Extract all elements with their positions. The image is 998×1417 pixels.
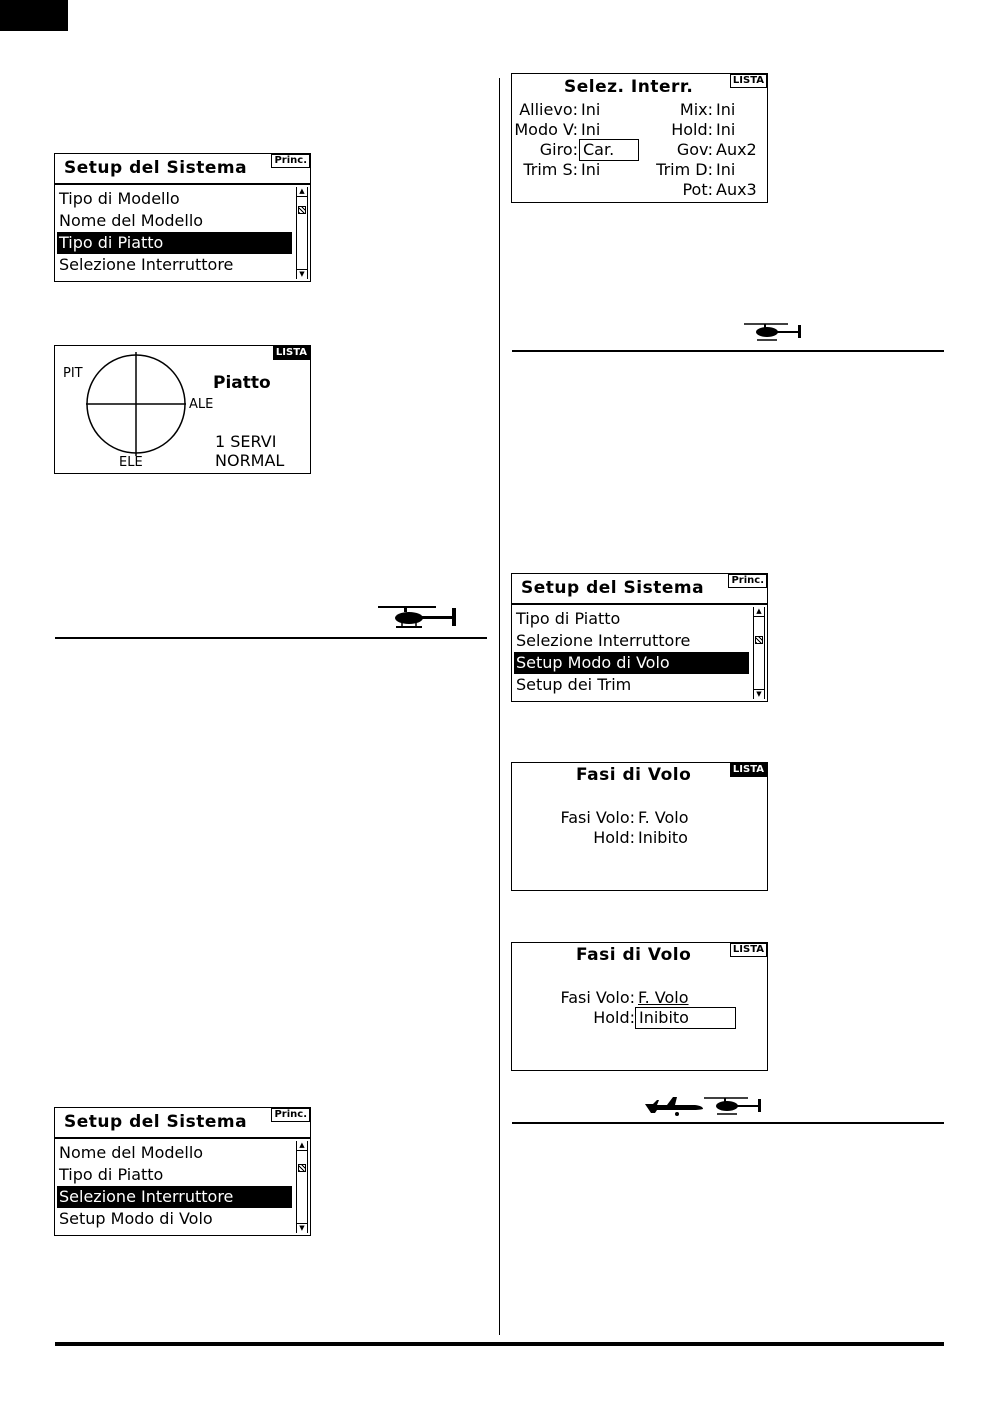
- switch-value-allievo[interactable]: Ini: [581, 100, 601, 119]
- menu-item[interactable]: Tipo di Piatto: [59, 1165, 164, 1184]
- lcd-title: Selez. Interr.: [564, 77, 694, 97]
- menu-item[interactable]: Selezione Interruttore: [59, 255, 234, 274]
- fasi-volo-label: Fasi Volo:: [560, 808, 635, 827]
- switch-label-trim-d: Trim D:: [656, 160, 713, 179]
- menu-item-selected[interactable]: Selezione Interruttore: [57, 1186, 292, 1208]
- axis-label-pit: PIT: [63, 366, 83, 381]
- scroll-thumb[interactable]: [298, 1164, 306, 1172]
- switch-value-modo-v[interactable]: Ini: [581, 120, 601, 139]
- switch-label-trim-s: Trim S:: [523, 160, 578, 179]
- helicopter-icon: [702, 1096, 764, 1116]
- airplane-icon: [643, 1095, 705, 1117]
- lcd-title: Fasi di Volo: [576, 945, 692, 965]
- switch-label-gov: Gov:: [676, 140, 713, 159]
- switch-label-giro: Giro:: [539, 140, 578, 159]
- hold-value[interactable]: Inibito: [638, 828, 688, 847]
- switch-value-gov[interactable]: Aux2: [716, 140, 757, 159]
- swash-title: Piatto: [213, 373, 271, 393]
- menu-item-selected[interactable]: Tipo di Piatto: [57, 232, 292, 254]
- lista-tag[interactable]: LISTA: [730, 763, 767, 777]
- hold-label: Hold:: [593, 828, 635, 847]
- scrollbar[interactable]: [753, 607, 765, 699]
- fasi-volo-label: Fasi Volo:: [560, 988, 635, 1007]
- princ-tag[interactable]: Princ.: [271, 1108, 310, 1122]
- switch-value-pot[interactable]: Aux3: [716, 180, 757, 199]
- menu-item-selected[interactable]: Setup Modo di Volo: [514, 652, 749, 674]
- switch-value-mix[interactable]: Ini: [716, 100, 736, 119]
- scroll-down-arrow-icon[interactable]: ▼: [297, 1223, 307, 1233]
- switch-label-pot: Pot:: [682, 180, 713, 199]
- scroll-up-arrow-icon[interactable]: ▲: [297, 187, 307, 197]
- menu-item[interactable]: Selezione Interruttore: [516, 631, 691, 650]
- menu-list: [512, 603, 767, 701]
- axis-label-ele: ELE: [119, 455, 143, 470]
- princ-tag[interactable]: Princ.: [728, 574, 767, 588]
- menu-item[interactable]: Setup Modo di Volo: [59, 1209, 213, 1228]
- scrollbar[interactable]: [296, 187, 308, 279]
- lcd-setup-sistema-3: [54, 1107, 311, 1236]
- scrollbar[interactable]: [296, 1141, 308, 1233]
- menu-list: [55, 183, 310, 281]
- fasi-volo-value[interactable]: F. Volo: [638, 808, 689, 827]
- switch-label-mix: Mix:: [679, 100, 713, 119]
- scroll-up-arrow-icon[interactable]: ▲: [754, 607, 764, 617]
- scroll-down-arrow-icon[interactable]: ▼: [297, 269, 307, 279]
- lcd-title: Setup del Sistema: [64, 1112, 248, 1132]
- menu-item[interactable]: Tipo di Piatto: [516, 609, 621, 628]
- helicopter-icon: [376, 604, 460, 630]
- hold-label: Hold:: [593, 1008, 635, 1027]
- switch-value-trim-d[interactable]: Ini: [716, 160, 736, 179]
- menu-item[interactable]: Nome del Modello: [59, 211, 204, 230]
- menu-item[interactable]: Setup dei Trim: [516, 675, 632, 694]
- lcd-piatto: [54, 345, 311, 474]
- servo-count: 1 SERVI: [215, 432, 277, 451]
- lcd-selez-interr: [511, 73, 768, 203]
- lcd-title: Setup del Sistema: [64, 158, 248, 178]
- page-corner-tab: [0, 0, 68, 31]
- lcd-setup-sistema-1: [54, 153, 311, 282]
- scroll-thumb[interactable]: [298, 206, 306, 214]
- switch-value-giro[interactable]: Car.: [579, 139, 639, 161]
- menu-list: [55, 1137, 310, 1235]
- lista-tag[interactable]: LISTA: [273, 346, 310, 360]
- switch-label-allievo: Allievo:: [519, 100, 578, 119]
- lcd-fasi-di-volo-2: [511, 942, 768, 1071]
- switch-value-hold[interactable]: Ini: [716, 120, 736, 139]
- lista-tag[interactable]: LISTA: [730, 74, 767, 88]
- princ-tag[interactable]: Princ.: [271, 154, 310, 168]
- section-rule-left: [55, 637, 487, 639]
- page-bottom-rule: [55, 1342, 944, 1346]
- menu-item[interactable]: Nome del Modello: [59, 1143, 204, 1162]
- scroll-down-arrow-icon[interactable]: ▼: [754, 689, 764, 699]
- lcd-fasi-di-volo-1: [511, 762, 768, 891]
- lcd-title: Setup del Sistema: [521, 578, 705, 598]
- lcd-setup-sistema-2: [511, 573, 768, 702]
- switch-label-modo-v: Modo V:: [514, 120, 578, 139]
- switch-label-hold: Hold:: [671, 120, 713, 139]
- menu-item[interactable]: Tipo di Modello: [59, 189, 180, 208]
- helicopter-icon: [742, 322, 804, 342]
- switch-value-trim-s[interactable]: Ini: [581, 160, 601, 179]
- fasi-volo-value[interactable]: F. Volo: [638, 988, 689, 1007]
- lcd-title: Fasi di Volo: [576, 765, 692, 785]
- lista-tag[interactable]: LISTA: [730, 943, 767, 957]
- swash-mode: NORMAL: [215, 451, 285, 470]
- scroll-thumb[interactable]: [755, 636, 763, 644]
- scroll-up-arrow-icon[interactable]: ▲: [297, 1141, 307, 1151]
- hold-value-selected[interactable]: Inibito: [635, 1007, 736, 1029]
- section-rule-right-2: [512, 1122, 944, 1124]
- section-rule-right-1: [512, 350, 944, 352]
- axis-label-ale: ALE: [189, 397, 214, 412]
- column-divider: [499, 78, 500, 1335]
